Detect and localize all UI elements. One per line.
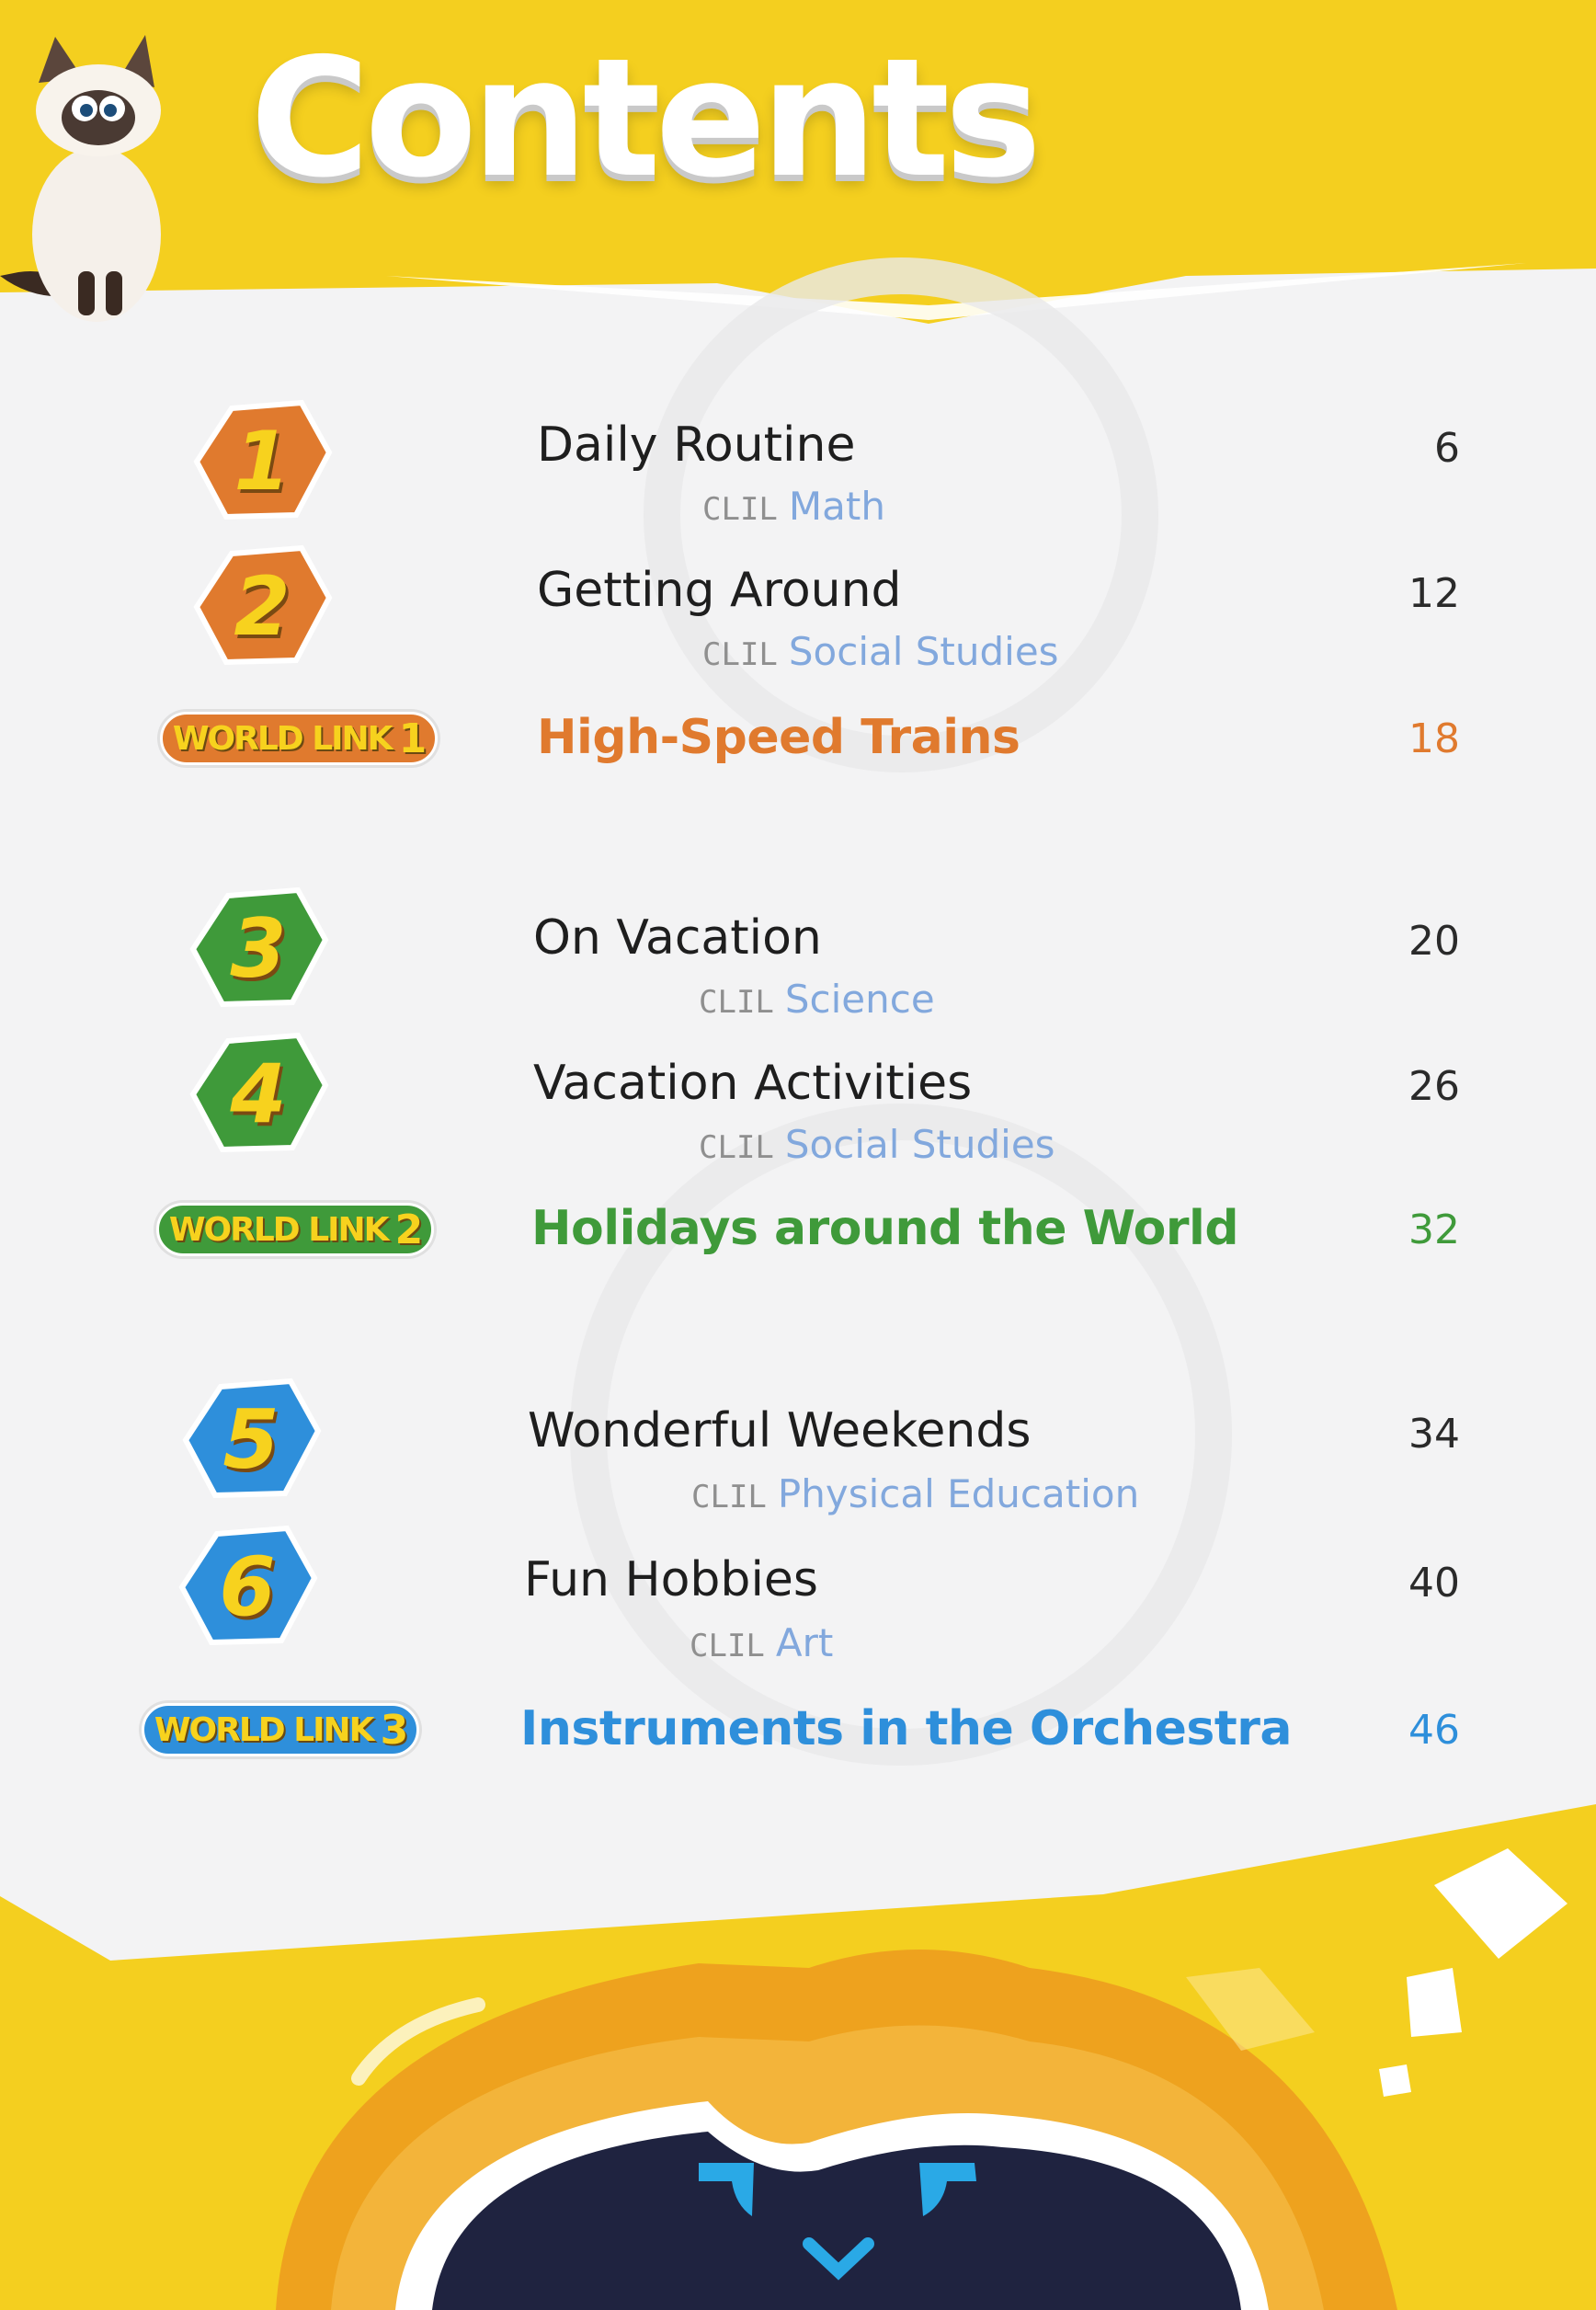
world-link-badge-2 <box>156 1203 434 1256</box>
clil-tag: CLIL <box>699 984 774 1021</box>
page-title: Contents <box>250 23 1037 213</box>
world-link-number: 1 <box>398 715 426 762</box>
unit-title[interactable]: Vacation Activities <box>533 1056 973 1111</box>
world-link-badge-1 <box>160 712 438 765</box>
page-number: 20 <box>1408 918 1460 965</box>
world-link-label: WORLD LINK <box>154 1710 373 1749</box>
unit-title[interactable]: Daily Routine <box>537 417 856 473</box>
clil-subject <box>699 977 935 1022</box>
unit-title[interactable]: On Vacation <box>533 910 822 966</box>
clil-subject <box>699 1122 1055 1167</box>
world-link-label: WORLD LINK <box>168 1210 388 1249</box>
page-number: 32 <box>1408 1206 1460 1253</box>
page-number: 46 <box>1408 1707 1460 1754</box>
clil-subject-name: Social Studies <box>788 629 1059 674</box>
clil-tag: CLIL <box>702 636 778 673</box>
unit-badge-6 <box>178 1527 316 1646</box>
world-link-badge-3 <box>142 1703 419 1756</box>
clil-tag: CLIL <box>690 1628 765 1664</box>
unit-badge-2 <box>193 546 331 666</box>
world-link-title[interactable]: High-Speed Trains <box>537 710 1020 765</box>
page-number: 12 <box>1408 570 1460 617</box>
clil-subject-name: Physical Education <box>777 1471 1140 1516</box>
page-number: 34 <box>1408 1411 1460 1458</box>
world-link-number: 2 <box>394 1206 422 1253</box>
unit-number: 1 <box>234 413 291 509</box>
clil-subject-name: Science <box>784 977 935 1022</box>
clil-tag: CLIL <box>699 1129 774 1166</box>
unit-title[interactable]: Getting Around <box>537 563 902 618</box>
page-number: 18 <box>1408 715 1460 762</box>
clil-subject <box>690 1620 834 1665</box>
page-number: 6 <box>1434 425 1460 472</box>
clil-subject-name: Art <box>775 1620 834 1665</box>
unit-number: 4 <box>230 1046 287 1141</box>
unit-badge-1 <box>193 401 331 520</box>
page-number: 40 <box>1408 1560 1460 1607</box>
unit-number: 2 <box>234 558 291 654</box>
clil-tag: CLIL <box>702 491 778 528</box>
clil-subject <box>702 629 1059 674</box>
cat-mascot-icon <box>0 35 161 322</box>
clil-tag: CLIL <box>691 1479 767 1515</box>
unit-number: 5 <box>222 1391 279 1487</box>
world-link-number: 3 <box>380 1706 407 1754</box>
unit-badge-4 <box>189 1034 327 1153</box>
world-link-title[interactable]: Holidays around the World <box>531 1201 1239 1256</box>
unit-number: 6 <box>219 1538 276 1634</box>
page-number: 26 <box>1408 1063 1460 1110</box>
clil-subject <box>702 484 885 529</box>
world-link-label: WORLD LINK <box>172 719 392 758</box>
world-link-title[interactable]: Instruments in the Orchestra <box>520 1701 1292 1756</box>
clil-subject <box>691 1471 1140 1516</box>
unit-badge-3 <box>189 888 327 1008</box>
clil-subject-name: Social Studies <box>784 1122 1055 1167</box>
unit-title[interactable]: Wonderful Weekends <box>528 1403 1032 1458</box>
clil-subject-name: Math <box>788 484 885 529</box>
unit-badge-5 <box>182 1379 320 1499</box>
unit-number: 3 <box>230 900 287 996</box>
unit-title[interactable]: Fun Hobbies <box>524 1552 818 1607</box>
